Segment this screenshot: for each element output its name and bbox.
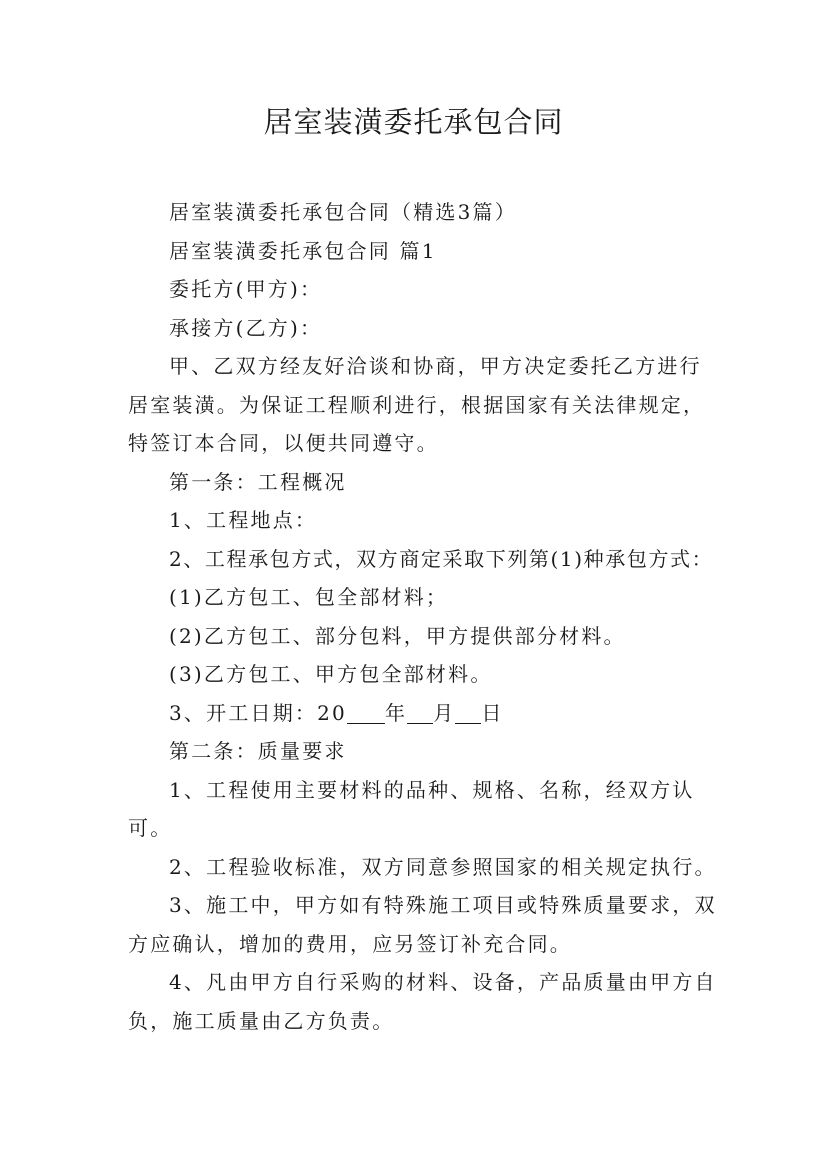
document-title: 居室装潢委托承包合同	[263, 105, 564, 139]
party-b-line: 承接方(乙方)：	[169, 315, 323, 340]
section-heading: 居室装潢委托承包合同 篇1	[169, 238, 437, 263]
article2-item2: 2、工程验收标准，双方同意参照国家的相关规定执行。	[169, 854, 717, 879]
month-blank	[407, 701, 433, 724]
article2-item4: 4、凡由甲方自行采购的材料、设备，产品质量由甲方自负，施工质量由乙方负责。	[128, 970, 717, 1033]
article1-heading: 第一条：工程概况	[169, 469, 347, 494]
article2-item1: 1、工程使用主要材料的品种、规格、名称，经双方认可。	[128, 777, 695, 840]
article1-option1: (1)乙方包工、包全部材料；	[169, 585, 449, 609]
day-blank	[455, 701, 481, 724]
intro-paragraph: 甲、乙双方经友好洽谈和协商，甲方决定委托乙方进行居室装潢。为保证工程顺利进行，根据国家有关法律规定，特签订本合同，以便共同遵守。	[128, 354, 706, 455]
article1-item2: 2、工程承包方式，双方商定采取下列第(1)种承包方式：	[169, 546, 714, 571]
document-subtitle: 居室装潢委托承包合同（精选3篇）	[169, 200, 517, 224]
party-a-line: 委托方(甲方)：	[169, 277, 323, 301]
year-blank	[347, 701, 385, 724]
start-date-prefix: 3、开工日期：20	[169, 700, 347, 725]
article1-option2: (2)乙方包工、部分包料，甲方提供部分材料。	[169, 623, 626, 648]
article2-item3: 3、施工中，甲方如有特殊施工项目或特殊质量要求，双方应确认，增加的费用，应另签订补充合同。	[128, 893, 717, 956]
month-label: 月	[433, 700, 456, 725]
article1-item1: 1、工程地点：	[169, 508, 318, 532]
year-label: 年	[384, 700, 408, 725]
day-label: 日	[481, 700, 504, 725]
article1-option3: (3)乙方包工、甲方包全部材料。	[169, 662, 493, 686]
article2-heading: 第二条：质量要求	[169, 739, 347, 763]
article1-item3	[128, 694, 718, 733]
document-body	[128, 193, 718, 1040]
